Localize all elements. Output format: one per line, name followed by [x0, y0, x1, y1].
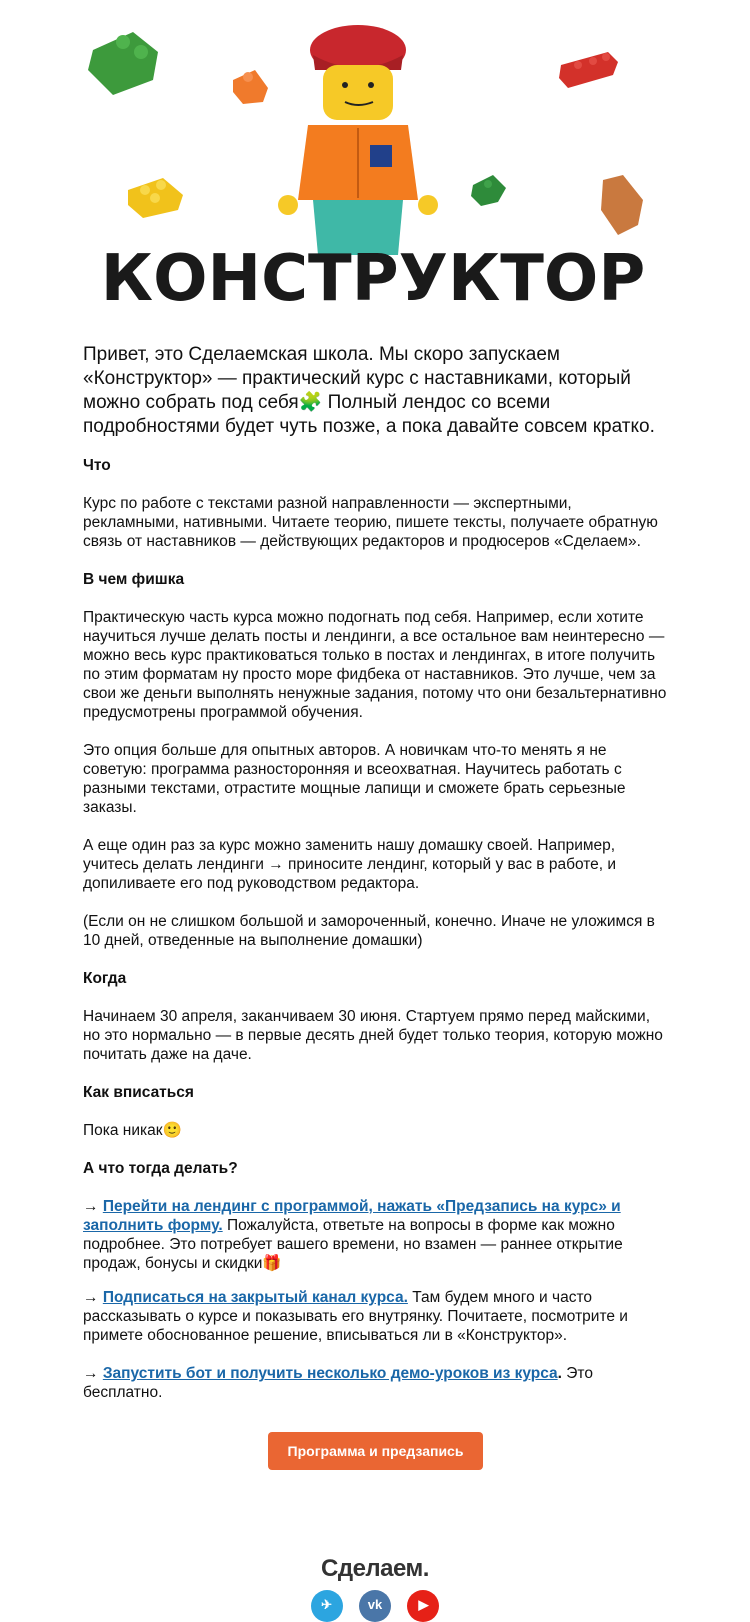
feature-text-4: (Если он не слишком большой и замороченный, конечно. Иначе не уложимся в 10 дней, отведенные на выполнение домашки) [83, 913, 655, 949]
feature-text-3: А еще один раз за курс можно заменить нашу домашку своей. Например, учитесь делать лендинги → приносите лендинг, который у вас в работе, и допиливаете его под руководством редактора. [83, 837, 617, 892]
vk-icon[interactable]: vk [359, 1590, 391, 1622]
arrow: → [83, 1289, 103, 1306]
what-text: Курс по работе с текстами разной направленности — экспертными, рекламными, нативными. Читаете теорию, пишете тексты, получаете обратную связь от наставников — действующих редакторов и продюсеров «Сделаем». [83, 495, 658, 550]
join-text: Пока никак🙂 [83, 1122, 182, 1139]
heading-todo: А что тогда делать? [83, 1160, 238, 1177]
youtube-icon[interactable]: ▶ [407, 1590, 439, 1622]
landing-link[interactable]: Перейти на лендинг с программой, нажать «Предзапись на курс» и заполнить форму. [83, 1198, 621, 1234]
heading-when: Когда [83, 970, 127, 987]
hero-image [83, 10, 663, 320]
intro-text: Привет, это Сделаемская школа. Мы скоро запускаем «Конструктор» — практический курс с наставниками, который можно собрать под себя🧩 Полный лендос со всеми подробностями будет чуть позже, а пока давайте совсем кратко. [83, 344, 655, 437]
feature-text-1: Практическую часть курса можно подогнать под себя. Например, если хотите научиться лучше делать посты и лендинги, а все остальное вам неинтересно — можно весь курс практиковаться только в постах и лендингах, в итоге получить по этим форматам ну просто море фидбека от наставников. Это лучше, чем за свои же деньги выполнять ненужные задания, потому что они безальтернативно предусмотрены программой обучения. [83, 609, 667, 721]
social-links [0, 1590, 750, 1622]
cta-text: Пожалуйста, ответьте на вопросы в форме как можно подробнее. Это потребует вашего времени, но взамен — раннее открытие продаж, бонусы и скидки🎁 [83, 1217, 623, 1272]
arrow: → [83, 1198, 103, 1215]
hero-illustration [83, 10, 663, 320]
minifigure [278, 25, 438, 255]
green-brick-large [88, 32, 158, 95]
program-signup-button[interactable]: Программа и предзапись [268, 1432, 484, 1470]
cta-item [83, 1288, 668, 1345]
cta-text: Это бесплатно. [83, 1365, 593, 1401]
bot-link[interactable]: Запустить бот и получить несколько демо-уроков из курса [102, 1365, 558, 1382]
telegram-icon[interactable]: ✈ [311, 1590, 343, 1622]
cta-item [83, 1197, 668, 1273]
hero-title: КОНСТРУКТОР [100, 242, 646, 316]
brand-logo: Сделаем. [321, 1555, 429, 1582]
cta-text: Там будем много и часто рассказывать о курсе и показывать его внутрянку. Почитаете, посмотрите и примете обоснованное решение, вписываться ли в «Конструктор». [83, 1289, 628, 1344]
feature-text-2: Это опция больше для опытных авторов. А новичкам что-то менять я не советую: программа разносторонняя и всеохватная. Научитесь работать с разными текстами, отрастите мощные лапищи и сможете брать серьезные заказы. [83, 742, 626, 816]
red-brick [559, 52, 618, 88]
arrow: → [83, 1365, 103, 1382]
green-brick-small [471, 175, 506, 206]
cta-period: . [557, 1365, 562, 1382]
channel-link[interactable]: Подписаться на закрытый канал курса. [102, 1289, 408, 1306]
heading-feature: В чем фишка [83, 571, 185, 588]
when-text: Начинаем 30 апреля, заканчиваем 30 июня. Стартуем прямо перед майскими, но это нормально — в первые десять дней будет только теория, которую можно почитать даже на даче. [83, 1008, 663, 1063]
orange-brick-small [233, 70, 268, 104]
brown-brick [601, 175, 643, 235]
cta-item [83, 1364, 668, 1402]
footer [0, 1555, 750, 1583]
heading-join: Как вписаться [83, 1084, 194, 1101]
email-content [83, 343, 668, 1470]
yellow-brick [128, 178, 183, 218]
heading-what: Что [83, 457, 111, 474]
